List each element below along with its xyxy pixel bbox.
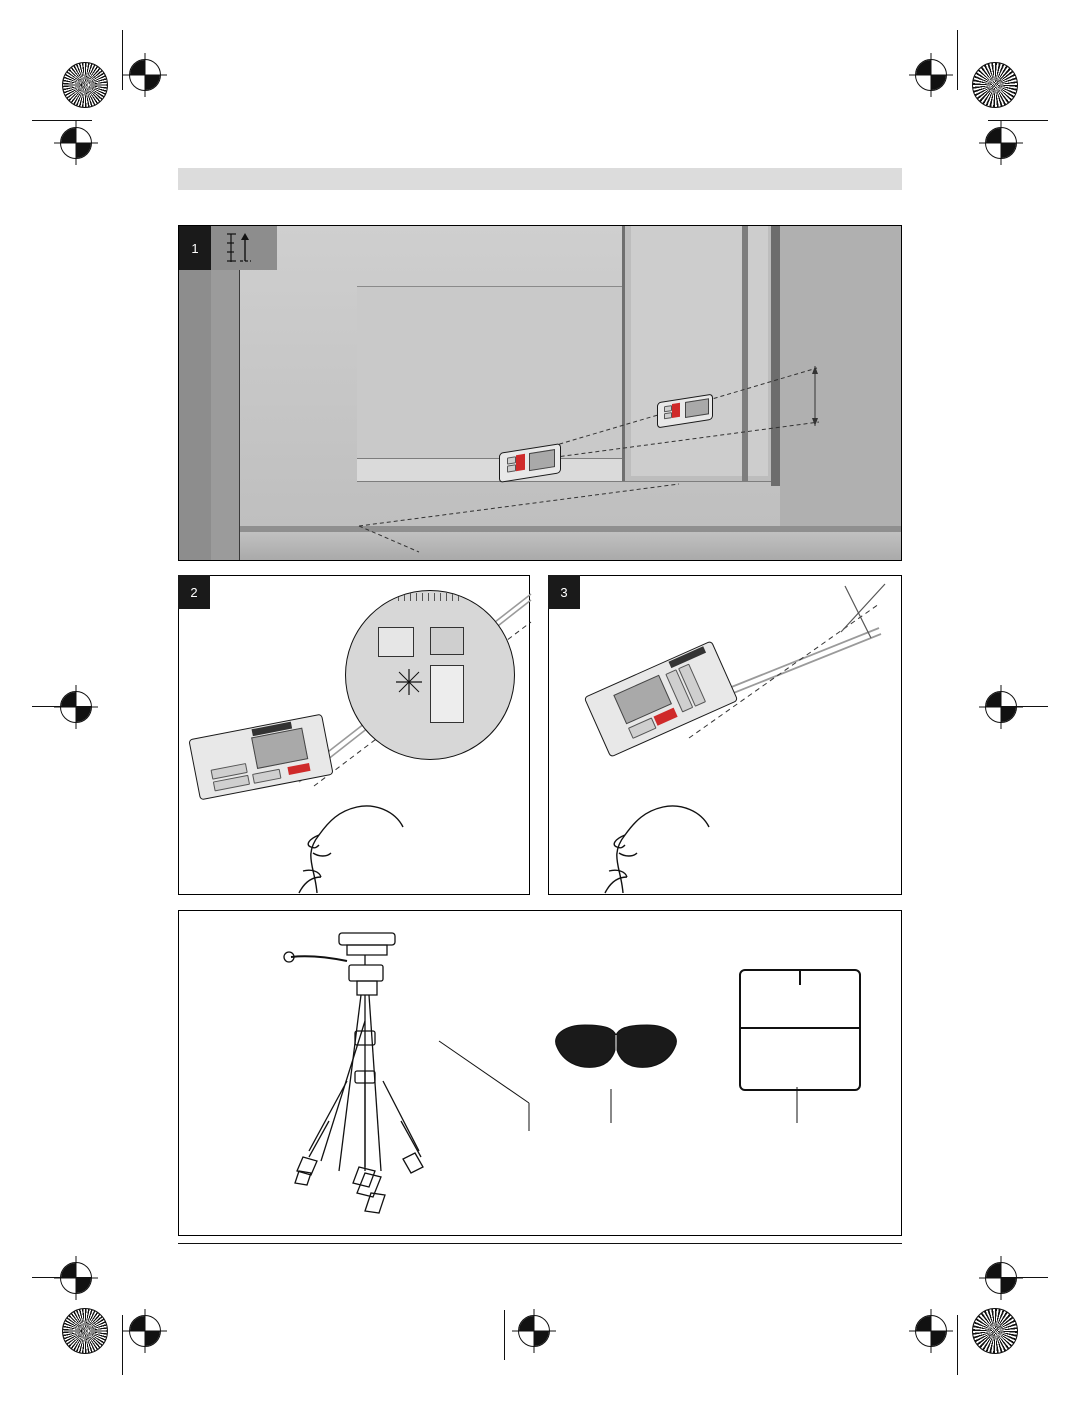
crosshair-target-mark <box>518 1315 550 1347</box>
target-plate-tick <box>799 971 801 985</box>
crosshair-target-mark <box>129 1315 161 1347</box>
crosshair-target-mark <box>915 1315 947 1347</box>
display-icon-highlighted <box>430 665 464 723</box>
crosshair-target-mark <box>915 59 947 91</box>
crosshair-target-mark <box>60 691 92 723</box>
trim-line-horizontal-left <box>32 120 92 121</box>
fan-circle-mark <box>972 62 1018 108</box>
target-plate-leader-line <box>795 1087 799 1123</box>
figure-4-accessories <box>178 910 902 1236</box>
header-bar <box>178 168 902 190</box>
trim-line-vertical-right <box>957 30 958 90</box>
target-plate-divider <box>741 1027 859 1029</box>
magnifier-top-scale <box>398 593 462 601</box>
laser-viewing-glasses <box>551 1021 681 1091</box>
trim-line-horizontal-right <box>988 120 1048 121</box>
trim-line-horizontal-right-mid <box>988 706 1048 707</box>
figure-1-room-scene <box>178 225 902 561</box>
device-accent-stripe <box>672 403 680 418</box>
figure-1-number-tab <box>179 226 211 270</box>
footer-rule <box>178 1243 902 1244</box>
crosshair-target-mark <box>985 691 1017 723</box>
trim-line-horizontal-left-bottom <box>32 1277 92 1278</box>
device-button <box>507 464 516 472</box>
laser-target-plate <box>739 969 861 1091</box>
crosshair-target-mark <box>60 127 92 159</box>
tripod-leader-line <box>439 1041 569 1131</box>
halftone-circle-mark <box>62 1308 108 1354</box>
figure-2-display-detail <box>178 575 530 895</box>
figure-1-icon-box <box>211 226 277 270</box>
user-head-profile <box>605 781 745 893</box>
halftone-circle-mark <box>62 62 108 108</box>
crosshair-target-mark <box>985 127 1017 159</box>
crosshair-target-mark <box>60 1262 92 1294</box>
measure-reference-icon <box>227 231 263 265</box>
laser-spark-icon <box>396 669 422 695</box>
crosshair-target-mark <box>985 1262 1017 1294</box>
device-accent-stripe <box>516 454 525 471</box>
trim-line-horizontal-left-mid <box>32 706 92 707</box>
user-head-profile <box>299 781 439 893</box>
display-icon-right <box>430 627 464 655</box>
figure-2-number: 2 <box>190 584 198 600</box>
trim-line-vertical-center-bottom <box>504 1310 505 1360</box>
figure-3-number: 3 <box>560 584 568 600</box>
measurement-guides <box>179 226 902 561</box>
glasses-leader-line <box>609 1089 613 1123</box>
device-button <box>664 412 672 419</box>
trim-line-vertical-left <box>122 30 123 90</box>
trim-line-vertical-right-bottom <box>957 1315 958 1375</box>
magnified-display-view <box>345 590 515 760</box>
crosshair-target-mark <box>129 59 161 91</box>
figure-1-number: 1 <box>191 240 199 256</box>
figure-3-laser-target <box>548 575 902 895</box>
trim-line-vertical-left-bottom <box>122 1315 123 1375</box>
fan-circle-mark <box>972 1308 1018 1354</box>
display-icon-left <box>378 627 414 657</box>
trim-line-horizontal-right-bottom <box>988 1277 1048 1278</box>
